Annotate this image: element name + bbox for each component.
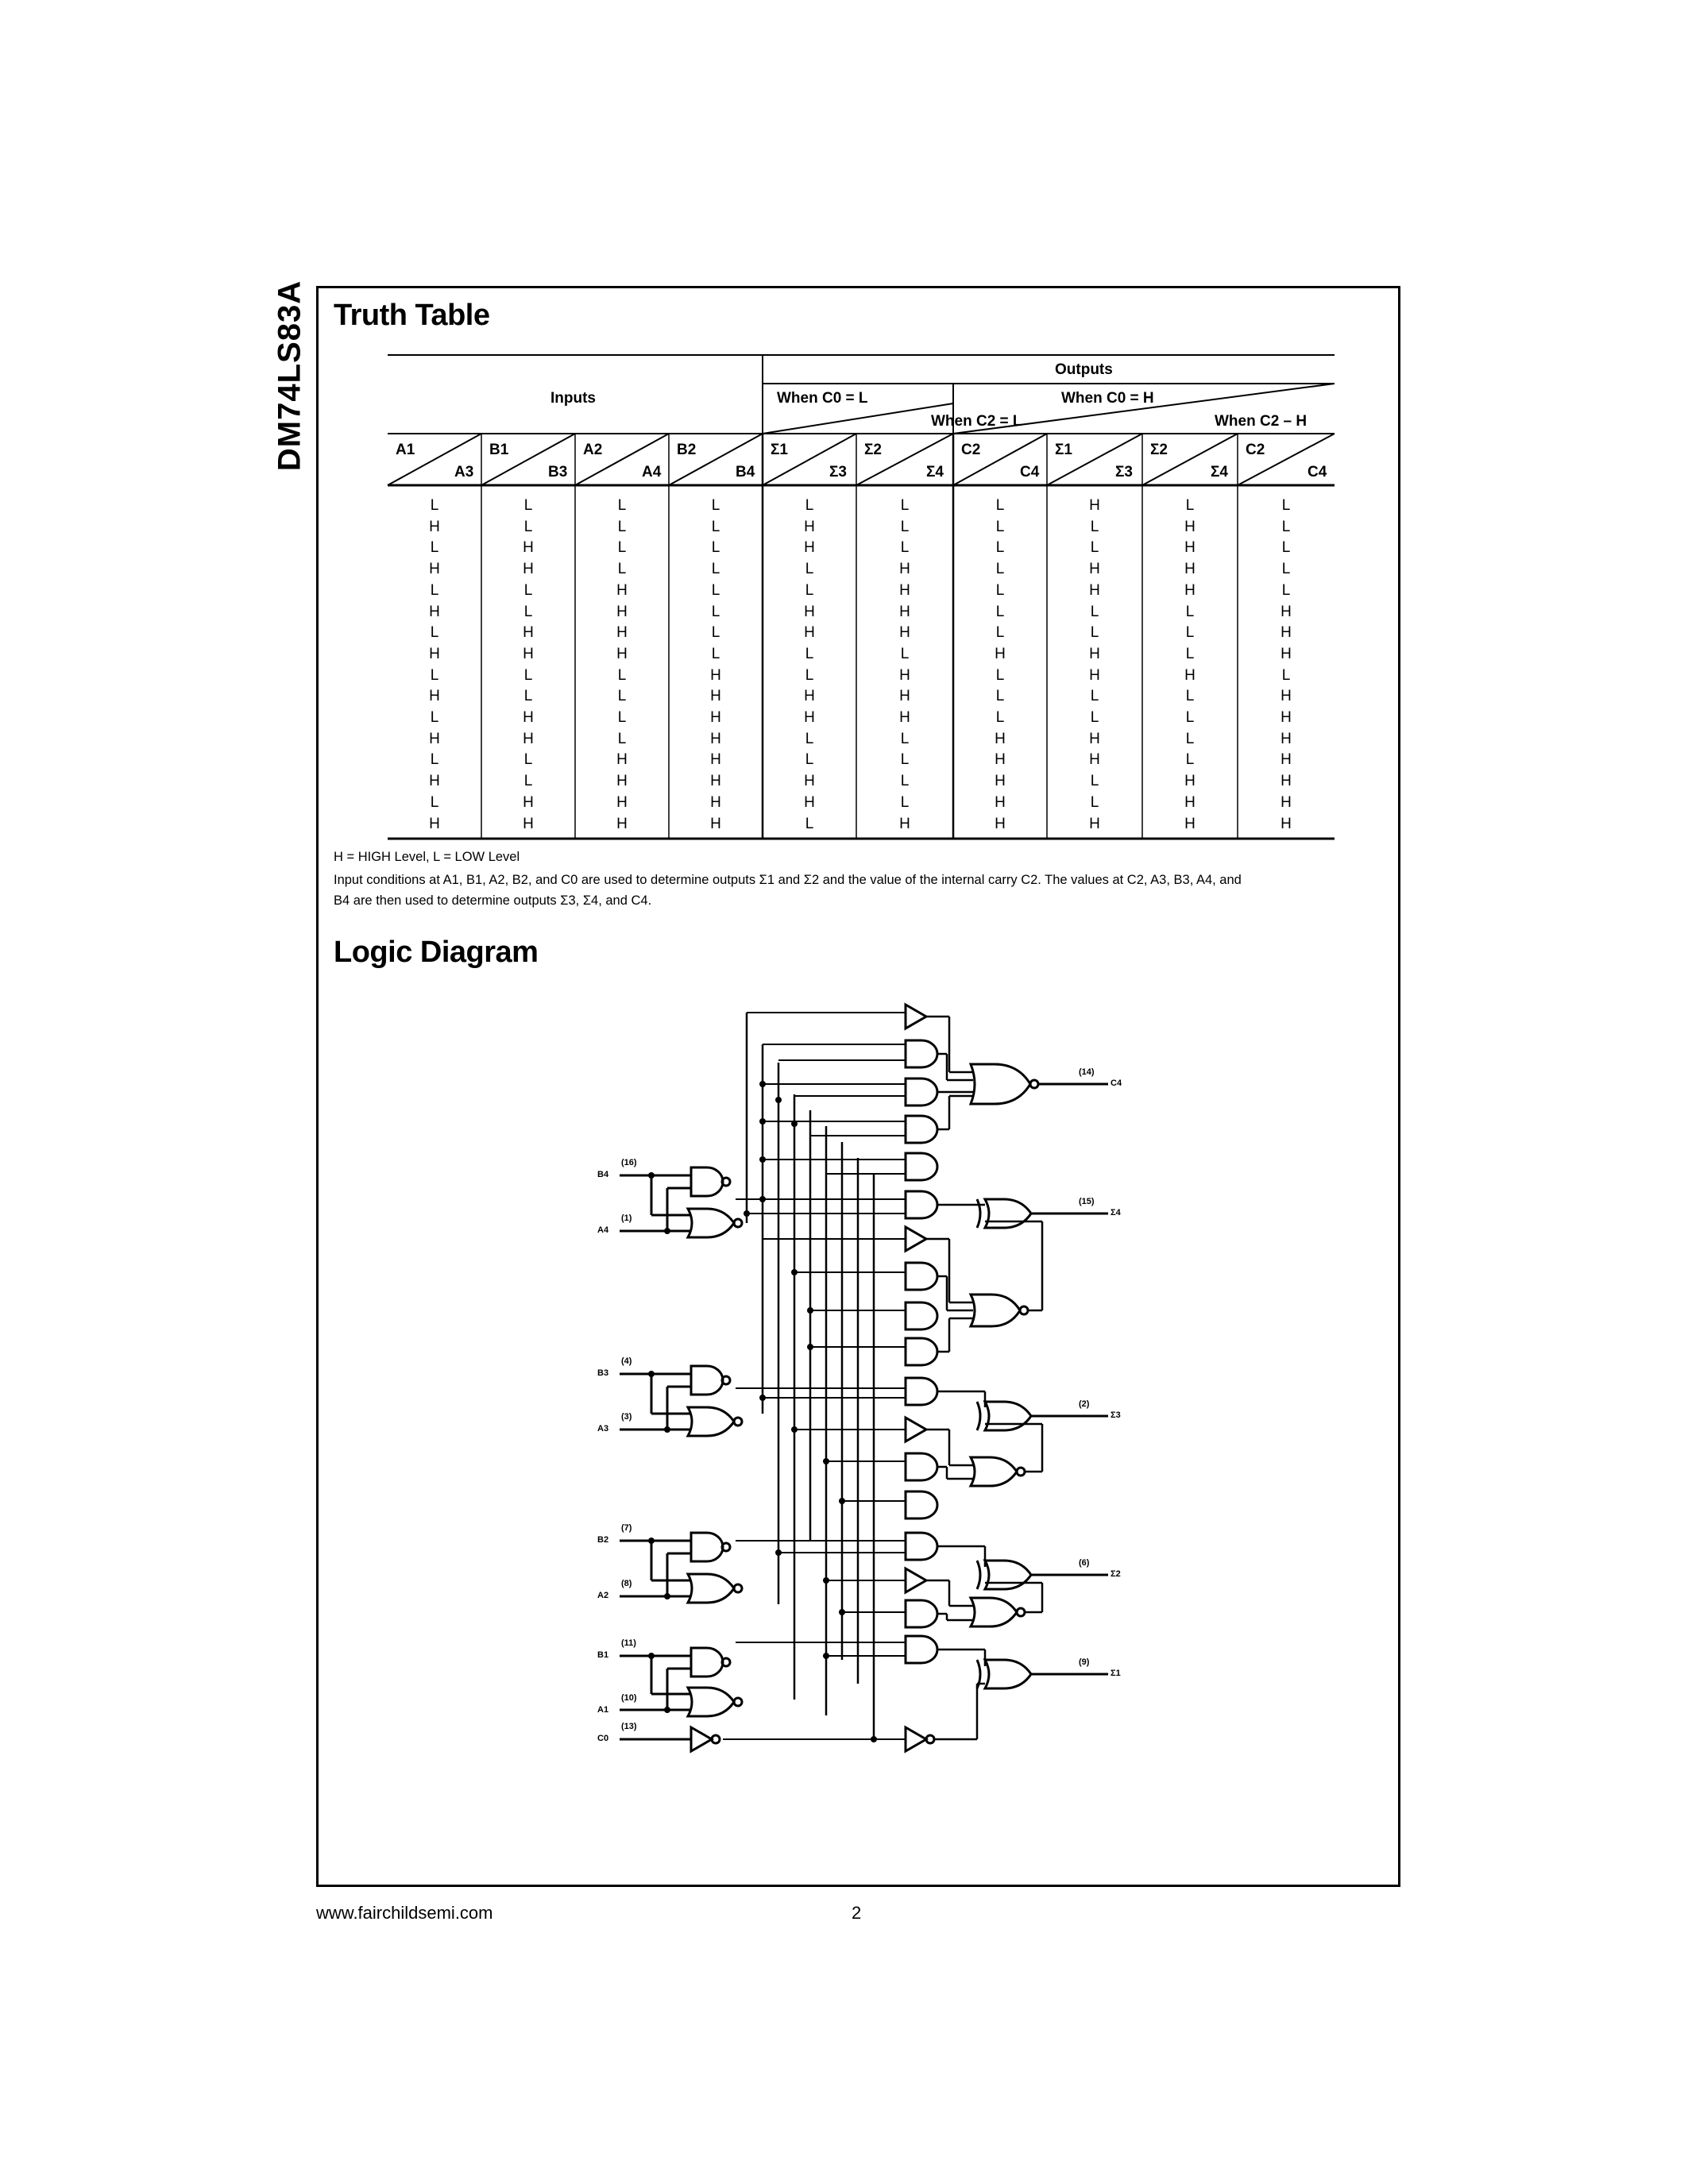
input-label-a2: A2 <box>597 1591 609 1600</box>
table-cell: H <box>804 688 815 705</box>
table-cell: L <box>995 666 1005 684</box>
column-header-top: C2 <box>961 442 981 458</box>
column-header-bottom: B3 <box>548 464 568 480</box>
table-cell: L <box>617 539 627 557</box>
table-cell: L <box>1281 666 1291 684</box>
table-cell: L <box>900 751 910 769</box>
table-cell: L <box>805 645 814 662</box>
table-cell: L <box>1090 709 1099 726</box>
table-cell: L <box>711 561 720 578</box>
table-cell: H <box>1089 561 1100 578</box>
pin-label-a1: (10) <box>621 1693 637 1703</box>
table-cell: L <box>900 497 910 514</box>
footer-url[interactable]: www.fairchildsemi.com <box>316 1903 493 1923</box>
pin-label-b4: (16) <box>621 1158 637 1167</box>
table-cell: H <box>1280 603 1292 620</box>
table-cell: L <box>523 603 533 620</box>
pin-label-c0: (13) <box>621 1722 637 1731</box>
table-cell: L <box>1090 793 1099 811</box>
table-cell: H <box>523 645 534 662</box>
part-number-side-label <box>266 280 314 472</box>
column-header-bottom: C4 <box>1308 464 1327 480</box>
input-gate-pair <box>688 1167 742 1237</box>
input-label-c0: C0 <box>597 1734 609 1743</box>
output-label-sum1: Σ1 <box>1111 1669 1121 1678</box>
table-cell: H <box>429 645 440 662</box>
table-cell: L <box>995 497 1005 514</box>
column-header-top: A2 <box>583 442 603 458</box>
truth-table-note-line2: B4 are then used to determine outputs Σ3, Σ4, and C4. <box>334 893 652 908</box>
pin-label-sum4: (15) <box>1079 1197 1095 1206</box>
table-cell: L <box>1185 709 1195 726</box>
table-cell: L <box>430 581 439 599</box>
table-cell: H <box>710 793 721 811</box>
table-cell: H <box>710 773 721 790</box>
table-cell: L <box>711 518 720 535</box>
table-cell: L <box>1185 730 1195 747</box>
table-cell: L <box>805 497 814 514</box>
table-cell: H <box>1089 645 1100 662</box>
table-cell: H <box>995 730 1006 747</box>
adder-logic-schematic <box>604 985 1160 1795</box>
table-cell: H <box>429 561 440 578</box>
column-header-top: Σ2 <box>1150 442 1168 458</box>
table-cell: H <box>710 666 721 684</box>
table-cell: H <box>710 730 721 747</box>
pin-label-a2: (8) <box>621 1579 632 1588</box>
column-header-top: Σ1 <box>1055 442 1072 458</box>
table-cell: L <box>711 539 720 557</box>
table-cell: L <box>995 518 1005 535</box>
level-legend: H = HIGH Level, L = LOW Level <box>334 850 520 864</box>
table-cell: H <box>616 793 628 811</box>
column-header-top: B1 <box>489 442 509 458</box>
table-cell: H <box>1280 773 1292 790</box>
pin-label-sum1: (9) <box>1079 1657 1090 1667</box>
table-cell: L <box>523 751 533 769</box>
table-cell: H <box>995 793 1006 811</box>
pin-label-c4: (14) <box>1079 1067 1095 1077</box>
table-cell: H <box>429 603 440 620</box>
table-cell: L <box>711 645 720 662</box>
table-cell: H <box>1184 666 1196 684</box>
table-cell: L <box>805 561 814 578</box>
table-cell: L <box>1185 688 1195 705</box>
table-cell: L <box>805 751 814 769</box>
table-cell: L <box>617 666 627 684</box>
table-cell: H <box>1184 539 1196 557</box>
table-cell: H <box>1089 730 1100 747</box>
table-cell: L <box>995 688 1005 705</box>
table-cell: H <box>804 518 815 535</box>
table-cell: L <box>1185 497 1195 514</box>
pin-label-a4: (1) <box>621 1214 632 1223</box>
table-cell: H <box>523 561 534 578</box>
when-c2-low-header: When C2 = L <box>931 413 1022 430</box>
table-cell: L <box>711 497 720 514</box>
pin-label-sum3: (2) <box>1079 1399 1090 1409</box>
table-cell: L <box>617 497 627 514</box>
table-cell: L <box>995 581 1005 599</box>
table-cell: L <box>805 581 814 599</box>
table-cell: H <box>1184 793 1196 811</box>
column-header-top: Σ1 <box>771 442 788 458</box>
table-cell: H <box>1184 815 1196 832</box>
table-cell: H <box>429 773 440 790</box>
table-cell: L <box>711 624 720 642</box>
column-header-top: Σ2 <box>864 442 882 458</box>
table-cell: H <box>1280 624 1292 642</box>
table-cell: L <box>523 581 533 599</box>
table-cell: L <box>1185 751 1195 769</box>
table-cell: H <box>710 751 721 769</box>
table-cell: L <box>711 581 720 599</box>
table-cell: L <box>900 793 910 811</box>
truth-table-title: Truth Table <box>334 299 490 332</box>
table-cell: H <box>804 793 815 811</box>
table-cell: H <box>1184 561 1196 578</box>
table-cell: H <box>804 603 815 620</box>
table-cell: L <box>430 539 439 557</box>
table-cell: L <box>617 561 627 578</box>
table-cell: L <box>523 518 533 535</box>
input-label-b2: B2 <box>597 1535 609 1545</box>
table-cell: L <box>430 497 439 514</box>
pin-label-b3: (4) <box>621 1356 632 1366</box>
table-cell: L <box>430 709 439 726</box>
table-cell: H <box>1280 645 1292 662</box>
table-cell: H <box>1184 581 1196 599</box>
table-cell: H <box>899 666 910 684</box>
table-cell: L <box>1090 518 1099 535</box>
inputs-group-header: Inputs <box>550 390 596 407</box>
table-cell: L <box>805 666 814 684</box>
table-cell: L <box>995 624 1005 642</box>
table-cell: H <box>804 624 815 642</box>
table-cell: H <box>1280 688 1292 705</box>
table-cell: H <box>523 624 534 642</box>
table-cell: L <box>1281 497 1291 514</box>
table-cell: H <box>710 815 721 832</box>
table-cell: L <box>900 539 910 557</box>
table-cell: L <box>617 730 627 747</box>
output-label-sum3: Σ3 <box>1111 1410 1121 1420</box>
column-header-bottom: Σ3 <box>829 464 847 480</box>
column-header-bottom: C4 <box>1020 464 1040 480</box>
table-cell: H <box>995 815 1006 832</box>
when-c0-low-header: When C0 = L <box>777 390 868 407</box>
table-cell: H <box>616 773 628 790</box>
column-header-bottom: A4 <box>642 464 662 480</box>
table-cell: H <box>899 603 910 620</box>
table-cell: H <box>899 815 910 832</box>
table-cell: H <box>995 645 1006 662</box>
table-cell: H <box>995 773 1006 790</box>
table-cell: H <box>710 709 721 726</box>
table-cell: L <box>523 666 533 684</box>
table-cell: H <box>616 624 628 642</box>
table-cell: H <box>1280 730 1292 747</box>
table-cell: H <box>616 815 628 832</box>
column-header-bottom: A3 <box>454 464 474 480</box>
table-cell: H <box>429 688 440 705</box>
pin-label-sum2: (6) <box>1079 1558 1090 1568</box>
table-cell: H <box>1089 815 1100 832</box>
table-cell: H <box>1280 793 1292 811</box>
column-header-bottom: Σ4 <box>1211 464 1228 480</box>
table-cell: L <box>900 730 910 747</box>
table-cell: L <box>995 561 1005 578</box>
logic-diagram-title: Logic Diagram <box>334 936 539 969</box>
table-cell: L <box>1090 603 1099 620</box>
table-cell: L <box>617 518 627 535</box>
table-cell: H <box>523 539 534 557</box>
table-cell: H <box>523 815 534 832</box>
table-cell: L <box>523 773 533 790</box>
output-label-sum4: Σ4 <box>1111 1208 1121 1217</box>
table-cell: L <box>430 793 439 811</box>
table-cell: L <box>1090 539 1099 557</box>
input-label-b1: B1 <box>597 1650 609 1660</box>
table-cell: H <box>1089 497 1100 514</box>
table-cell: H <box>616 645 628 662</box>
table-cell: L <box>1281 561 1291 578</box>
table-cell: L <box>1090 624 1099 642</box>
table-cell: L <box>1185 645 1195 662</box>
table-cell: L <box>995 603 1005 620</box>
column-header-bottom: Σ3 <box>1115 464 1133 480</box>
input-label-a4: A4 <box>597 1225 609 1235</box>
table-cell: H <box>616 581 628 599</box>
table-cell: H <box>616 603 628 620</box>
table-cell: H <box>429 730 440 747</box>
table-cell: H <box>899 581 910 599</box>
table-cell: L <box>995 539 1005 557</box>
table-cell: H <box>1280 709 1292 726</box>
table-cell: H <box>1089 751 1100 769</box>
table-cell: L <box>900 773 910 790</box>
table-cell: L <box>1185 624 1195 642</box>
when-c2-high-header: When C2 – H <box>1215 413 1308 430</box>
table-cell: H <box>523 730 534 747</box>
table-cell: L <box>617 709 627 726</box>
table-cell: H <box>804 539 815 557</box>
table-cell: H <box>899 709 910 726</box>
page-number: 2 <box>852 1903 862 1923</box>
truth-table-note-line1: Input conditions at A1, B1, A2, B2, and C0 are used to determine outputs Σ1 and Σ2 and the value of the internal carry C2. The values at C2, A3, B3, A4, and <box>334 873 1242 887</box>
column-header-bottom: Σ4 <box>926 464 944 480</box>
column-header-top: A1 <box>396 442 415 458</box>
table-cell: H <box>804 709 815 726</box>
column-header-bottom: B4 <box>736 464 755 480</box>
table-cell: L <box>1281 518 1291 535</box>
table-cell: H <box>1280 751 1292 769</box>
table-cell: H <box>1280 815 1292 832</box>
pin-label-b1: (11) <box>621 1638 636 1648</box>
input-label-b4: B4 <box>597 1170 609 1179</box>
table-cell: H <box>523 709 534 726</box>
input-label-a3: A3 <box>597 1424 609 1433</box>
table-cell: L <box>1281 539 1291 557</box>
table-cell: H <box>616 751 628 769</box>
logic-diagram <box>597 985 1160 1795</box>
table-cell: L <box>805 730 814 747</box>
table-cell: H <box>1089 666 1100 684</box>
table-cell: H <box>995 751 1006 769</box>
output-label-sum2: Σ2 <box>1111 1569 1121 1579</box>
part-number-text: DM74LS83A <box>272 280 307 472</box>
table-cell: L <box>430 751 439 769</box>
outputs-group-header: Outputs <box>1055 361 1113 378</box>
pin-label-a3: (3) <box>621 1412 632 1422</box>
pin-label-b2: (7) <box>621 1523 632 1533</box>
table-cell: H <box>1089 581 1100 599</box>
table-cell: H <box>899 688 910 705</box>
table-cell: L <box>900 518 910 535</box>
table-cell: L <box>711 603 720 620</box>
input-label-a1: A1 <box>597 1705 609 1715</box>
table-cell: L <box>523 688 533 705</box>
table-cell: H <box>804 773 815 790</box>
table-cell: L <box>617 688 627 705</box>
table-cell: L <box>430 666 439 684</box>
column-header-top: B2 <box>677 442 697 458</box>
table-cell: H <box>429 815 440 832</box>
table-cell: L <box>805 815 814 832</box>
table-cell: H <box>899 561 910 578</box>
output-label-c4: C4 <box>1111 1078 1122 1088</box>
table-cell: H <box>429 518 440 535</box>
when-c0-high-header: When C0 = H <box>1061 390 1154 407</box>
table-cell: H <box>899 624 910 642</box>
table-cell: H <box>710 688 721 705</box>
table-cell: L <box>900 645 910 662</box>
column-header-top: C2 <box>1246 442 1265 458</box>
table-cell: L <box>523 497 533 514</box>
table-cell: L <box>1281 581 1291 599</box>
table-cell: H <box>1184 518 1196 535</box>
table-cell: H <box>523 793 534 811</box>
input-label-b3: B3 <box>597 1368 609 1378</box>
table-cell: L <box>995 709 1005 726</box>
table-cell: L <box>430 624 439 642</box>
table-cell: L <box>1185 603 1195 620</box>
table-cell: H <box>1184 773 1196 790</box>
table-cell: L <box>1090 688 1099 705</box>
table-cell: L <box>1090 773 1099 790</box>
